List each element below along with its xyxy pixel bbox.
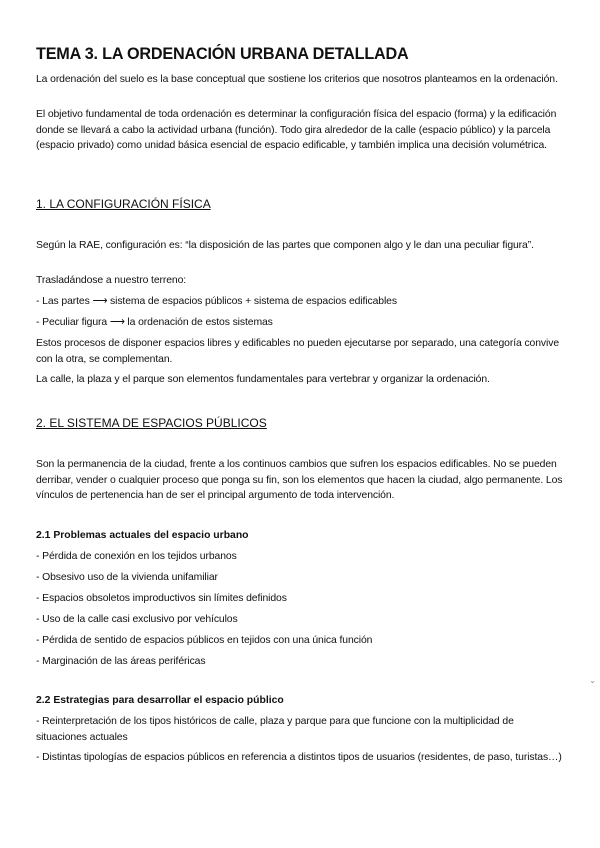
section1-paragraph: La calle, la plaza y el parque son elementos fundamentales para vertebrar y organizar la ordenación. (36, 374, 490, 385)
subsection-heading-problemas: 2.1 Problemas actuales del espacio urbano (36, 530, 249, 541)
strategy-list-item: - Reinterpretación de los tipos históricos de calle, plaza y parque para que funcione con la multiplicidad de situaciones actuales (36, 716, 514, 743)
section2-paragraph: Son la permanencia de la ciudad, frente a los continuos cambios que sufren los espacios edificables. No se pueden derribar, vender o cualquier proceso que ponga su fin, son los elementos que hacen la ciudad, algo permanente. Los vínculos de pertenencia han de ser el principal argumento de toda intervención. (36, 459, 563, 501)
section1-paragraph: Trasladándose a nuestro terreno: (36, 275, 187, 286)
section1-paragraph: Según la RAE, configuración es: “la disposición de las partes que componen algo y le dan una peculiar figura”. (36, 240, 534, 251)
problem-list-item: - Marginación de las áreas periféricas (36, 656, 206, 667)
problem-list-item: - Espacios obsoletos improductivos sin límites definidos (36, 593, 287, 604)
section-heading-configuracion: 1. LA CONFIGURACIÓN FÍSICA (36, 197, 211, 211)
intro-paragraph: El objetivo fundamental de toda ordenación es determinar la configuración física del espacio (forma) y la edificación donde se llevará a cabo la actividad urbana (función). Todo gira alrededor de la calle (espacio público) y la parcela (espacio privado) como unidad básica esencial de espacio edificable, y también implica una decisión volumétrica. (36, 109, 557, 151)
problem-list-item: - Uso de la calle casi exclusivo por vehículos (36, 614, 238, 625)
page-edge-mark-icon: ⌄ (589, 676, 596, 685)
section1-list-item: - Las partes ⟶ sistema de espacios públicos + sistema de espacios edificables (36, 296, 397, 307)
strategy-list-item: - Distintas tipologías de espacios públicos en referencia a distintos tipos de usuarios (residentes, de paso, turistas…) (36, 752, 562, 763)
problem-list-item: - Pérdida de sentido de espacios públicos en tejidos con una única función (36, 635, 373, 646)
intro-paragraph: La ordenación del suelo es la base conceptual que sostiene los criterios que nosotros planteamos en la ordenación. (36, 74, 558, 85)
document-title: TEMA 3. LA ORDENACIÓN URBANA DETALLADA (36, 45, 409, 63)
section-heading-espacios-publicos: 2. EL SISTEMA DE ESPACIOS PÚBLICOS (36, 416, 267, 430)
section1-paragraph: Estos procesos de disponer espacios libres y edificables no pueden ejecutarse por separado, una categoría convive con la otra, se complementan. (36, 338, 559, 365)
problem-list-item: - Pérdida de conexión en los tejidos urbanos (36, 551, 237, 562)
section1-list-item: - Peculiar figura ⟶ la ordenación de estos sistemas (36, 317, 273, 328)
problem-list-item: - Obsesivo uso de la vivienda unifamiliar (36, 572, 218, 583)
subsection-heading-estrategias: 2.2 Estrategias para desarrollar el espacio público (36, 695, 284, 706)
